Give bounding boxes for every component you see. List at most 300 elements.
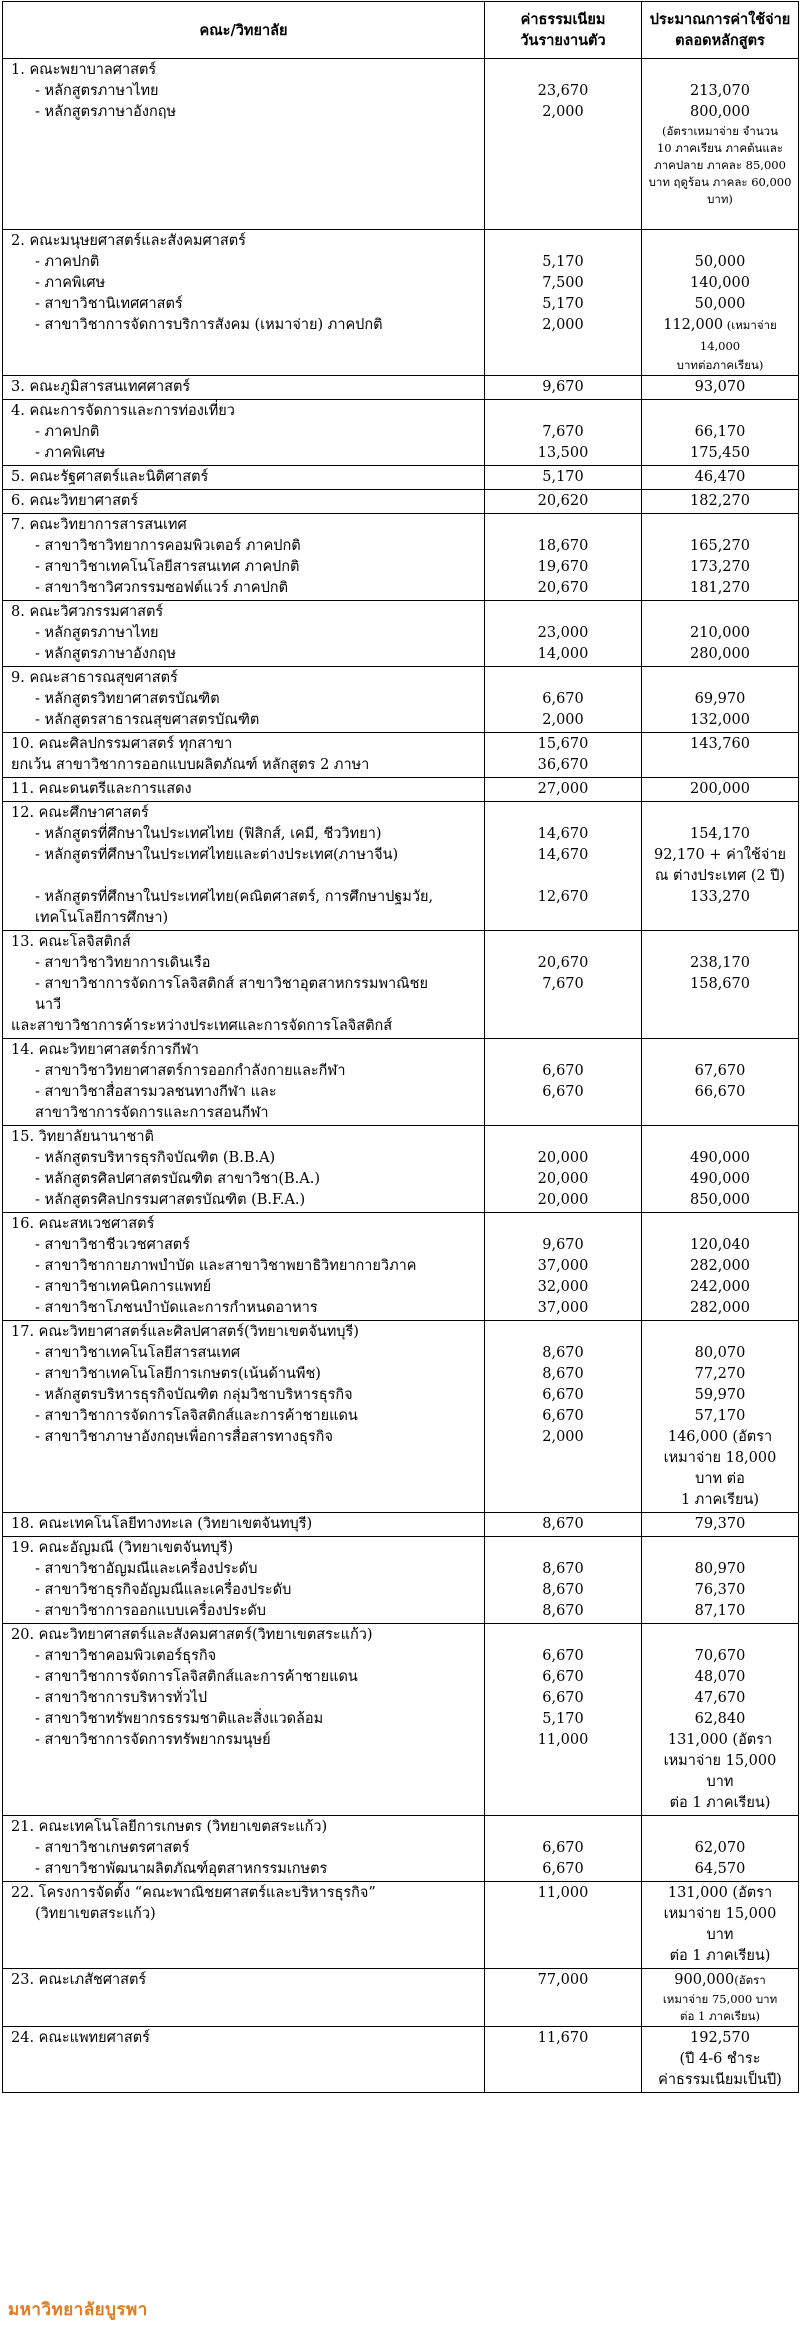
program-fee: 20,670 (537, 955, 589, 971)
faculty-row (3, 1039, 799, 1126)
program-total-amount: 50,000 (694, 296, 746, 312)
fee-value: 11,000 (537, 1885, 589, 1901)
program-label: - หลักสูตรบริหารธุรกิจบัณฑิต กลุ่มวิชาบริหารธุรกิจ (35, 1387, 353, 1403)
program-total-amount: 490,000 (690, 1150, 750, 1166)
program-label: - ภาคปกติ (35, 424, 100, 440)
program-total-amount: 50,000 (694, 254, 746, 270)
program-label: - สาขาวิชาเทคโนโลยีสารสนเทศ (35, 1345, 241, 1361)
program-total-amount: 210,000 (690, 625, 750, 641)
program-fee: 12,670 (537, 889, 589, 905)
program-total (648, 845, 792, 866)
program-total-note: บาทต่อภาคเรียน) (676, 358, 764, 372)
program-fee: 7,670 (542, 976, 584, 992)
program-total (648, 81, 792, 102)
program-total-amount: 62,840 (694, 1711, 746, 1727)
faculty-row (3, 230, 799, 376)
program-total (648, 294, 792, 315)
program-fee: 6,670 (542, 691, 584, 707)
faculty-row (3, 1882, 799, 1969)
program-label: - สาขาวิชาการบริหารทั่วไป (35, 1690, 208, 1706)
faculty-title: 17. คณะวิทยาศาสตร์และศิลปศาสตร์(วิทยาเขตจันทบุรี) (11, 1324, 359, 1340)
total-cell (642, 1213, 799, 1321)
fee-cell (485, 490, 642, 514)
program-total (648, 689, 792, 710)
program-total-note: ต่อ 1 ภาคเรียน) (669, 1795, 771, 1811)
fee-cell (485, 601, 642, 667)
program-total-amount: 80,970 (694, 1561, 746, 1577)
program-fee: 2,000 (542, 1429, 584, 1445)
faculty-title: 2. คณะมนุษยศาสตร์และสังคมศาสตร์ (11, 233, 246, 249)
total-value (648, 377, 792, 398)
faculty-cell (3, 1816, 485, 1882)
program-label: - หลักสูตรภาษาไทย (35, 625, 159, 641)
program-total (648, 1601, 792, 1622)
faculty-row (3, 1624, 799, 1816)
total-amount: 93,070 (694, 379, 746, 395)
total-note-line: ค่าธรรมเนียมเป็นปี) (658, 2072, 782, 2088)
fee-cell (485, 778, 642, 802)
faculty-title: 13. คณะโลจิสติกส์ (11, 934, 131, 950)
total-cell (642, 802, 799, 931)
fee-cell (485, 1213, 642, 1321)
program-total (648, 1406, 792, 1427)
faculty-title: 7. คณะวิทยาการสารสนเทศ (11, 517, 187, 533)
program-label: - สาขาวิชาการจัดการโลจิสติกส์ สาขาวิชาอุตสาหกรรมพาณิชย (35, 976, 428, 992)
faculty-cell (3, 59, 485, 230)
faculty-row (3, 778, 799, 802)
total-cell (642, 1882, 799, 1969)
program-total (648, 1169, 792, 1190)
total-cell (642, 1321, 799, 1513)
program-fee: 14,000 (537, 646, 589, 662)
program-total-note: 10 ภาคเรียน ภาคต้นและ (656, 141, 784, 155)
program-total (648, 443, 792, 464)
faculty-title: 5. คณะรัฐศาสตร์และนิติศาสตร์ (11, 469, 209, 485)
faculty-title: 10. คณะศิลปกรรมศาสตร์ ทุกสาขา (11, 736, 233, 752)
program-total (648, 623, 792, 644)
program-label: - สาขาวิชาวิทยาการคอมพิวเตอร์ ภาคปกติ (35, 538, 301, 554)
program-fee: 6,670 (542, 1690, 584, 1706)
fee-value: 8,670 (542, 1516, 584, 1532)
program-total-amount: 154,170 (690, 826, 750, 842)
program-total (648, 1277, 792, 1298)
program-total (648, 273, 792, 294)
faculty-cell (3, 466, 485, 490)
program-label: - สาขาวิชาการจัดการโลจิสติกส์และการค้าชายแดน (35, 1408, 358, 1424)
program-total (648, 1343, 792, 1364)
faculty-cell (3, 667, 485, 733)
total-note-line: ต่อ 1 ภาคเรียน) (680, 2009, 760, 2023)
fee-value: 15,670 (537, 736, 589, 752)
program-label: - หลักสูตรที่ศึกษาในประเทศไทย (ฟิสิกส์, เคมี, ชีววิทยา) (35, 826, 382, 842)
fee-cell (485, 1882, 642, 1969)
header-total-line1: ประมาณการค่าใช้จ่าย (649, 11, 791, 28)
faculty-title: 23. คณะเภสัชศาสตร์ (11, 1972, 147, 1988)
fee-cell (485, 59, 642, 230)
fee-table-body (3, 59, 799, 2093)
total-cell (642, 230, 799, 376)
fee-cell (485, 514, 642, 601)
total-cell (642, 778, 799, 802)
faculty-title: 19. คณะอัญมณี (วิทยาเขตจันทบุรี) (11, 1540, 234, 1556)
program-label: - หลักสูตรศิลปศาสตรบัณฑิต สาขาวิชา(B.A.) (35, 1171, 321, 1187)
program-fee: 19,670 (537, 559, 589, 575)
program-fee: 7,670 (542, 424, 584, 440)
program-total-line2: ณ ต่างประเทศ (2 ปี) (654, 868, 786, 884)
program-label: - หลักสูตรที่ศึกษาในประเทศไทย(คณิตศาสตร์, การศึกษาปฐมวัย, (35, 889, 434, 905)
program-total-inline-note: (อัตรา (727, 1732, 773, 1748)
faculty-title: 9. คณะสาธารณสุขศาสตร์ (11, 670, 178, 686)
total-cell (642, 1126, 799, 1213)
header-fee (485, 2, 642, 59)
faculty-cell (3, 400, 485, 466)
faculty-cell (3, 1126, 485, 1213)
program-label: - สาขาวิชาเทคนิคการแพทย์ (35, 1279, 212, 1295)
faculty-cell (3, 733, 485, 778)
total-cell (642, 1537, 799, 1624)
program-label: - สาขาวิชาการจัดการโลจิสติกส์และการค้าชายแดน (35, 1669, 358, 1685)
program-fee: 6,670 (542, 1840, 584, 1856)
program-fee: 5,170 (542, 254, 584, 270)
program-total-amount: 282,000 (690, 1258, 750, 1274)
program-fee: 20,670 (537, 580, 589, 596)
fee-cell (485, 230, 642, 376)
program-label: - สาขาวิชาการจัดการทรัพยากรมนุษย์ (35, 1732, 271, 1748)
faculty-cell (3, 1321, 485, 1513)
total-cell (642, 490, 799, 514)
program-total (648, 252, 792, 273)
program-label: - สาขาวิชาทรัพยากรธรรมชาติและสิ่งแวดล้อม (35, 1711, 324, 1727)
faculty-title: 6. คณะวิทยาศาสตร์ (11, 493, 139, 509)
fee-cell (485, 1816, 642, 1882)
total-value (648, 779, 792, 800)
faculty-cell (3, 1882, 485, 1969)
program-label: - หลักสูตรศิลปกรรมศาสตรบัณฑิต (B.F.A.) (35, 1192, 306, 1208)
program-fee: 2,000 (542, 317, 584, 333)
program-label-line2: นาวี (35, 997, 62, 1013)
program-fee: 8,670 (542, 1366, 584, 1382)
header-fee-line1: ค่าธรรมเนียม (520, 11, 606, 28)
total-inline-note: (อัตรา (734, 1973, 766, 1987)
faculty-cell (3, 778, 485, 802)
program-total-amount: 132,000 (690, 712, 750, 728)
program-total-amount: 146,000 (667, 1429, 728, 1445)
program-total-note: บาท ฤดูร้อน ภาคละ 60,000 (648, 175, 792, 189)
fee-value: 27,000 (537, 781, 589, 797)
program-total-note: เหมาจ่าย 15,000 บาท (663, 1753, 777, 1790)
program-fee: 2,000 (542, 712, 584, 728)
program-total-note: 1 ภาคเรียน) (680, 1492, 760, 1508)
program-total-amount: 62,070 (694, 1840, 746, 1856)
faculty-title: 15. วิทยาลัยนานาชาติ (11, 1129, 154, 1145)
fee-cell (485, 376, 642, 400)
program-total (648, 710, 792, 731)
program-label: - หลักสูตรวิทยาศาสตรบัณฑิต (35, 691, 220, 707)
fee-table (2, 1, 799, 2093)
total-cell (642, 1969, 799, 2027)
fee-value: 77,000 (537, 1972, 589, 1988)
fee-value: 9,670 (542, 379, 584, 395)
faculty-title: 4. คณะการจัดการและการท่องเที่ยว (11, 403, 235, 419)
header-fee-line2: วันรายงานตัว (520, 32, 606, 49)
program-fee: 20,000 (537, 1150, 589, 1166)
program-total-amount: 48,070 (694, 1669, 746, 1685)
total-cell (642, 667, 799, 733)
program-fee: 14,670 (537, 847, 589, 863)
program-total (648, 953, 792, 974)
program-label: - สาขาวิชาวิทยาศาสตร์การออกกำลังกายและกีฬา (35, 1063, 346, 1079)
program-total (648, 422, 792, 443)
faculty-cell (3, 490, 485, 514)
program-total-amount: 181,270 (690, 580, 750, 596)
program-total (648, 1190, 792, 1211)
university-logo-text: มหาวิทยาลัยบูรพา (8, 2300, 148, 2320)
total-amount: 46,470 (694, 469, 746, 485)
program-fee: 6,670 (542, 1408, 584, 1424)
faculty-row (3, 490, 799, 514)
program-total (648, 1580, 792, 1601)
program-total (648, 578, 792, 599)
program-fee: 8,670 (542, 1603, 584, 1619)
program-label: - ภาคพิเศษ (35, 445, 106, 461)
program-label: - หลักสูตรภาษาอังกฤษ (35, 104, 177, 120)
program-total-inline-note: (อัตรา (727, 1429, 773, 1445)
total-value (648, 467, 792, 488)
program-label: - สาขาวิชาชีวเวชศาสตร์ (35, 1237, 191, 1253)
program-fee: 37,000 (537, 1258, 589, 1274)
faculty-cell (3, 1039, 485, 1126)
program-fee: 8,670 (542, 1561, 584, 1577)
fee-cell (485, 1126, 642, 1213)
program-label: - สาขาวิชานิเทศศาสตร์ (35, 296, 183, 312)
program-label: - สาขาวิชาการออกแบบเครื่องประดับ (35, 1603, 266, 1619)
faculty-row (3, 1537, 799, 1624)
fee-value: 11,670 (537, 2030, 589, 2046)
program-total-note: (อัตราเหมาจ่าย จำนวน (661, 124, 778, 138)
program-fee: 13,500 (537, 445, 589, 461)
total-amount: 182,270 (690, 493, 750, 509)
total-note-line: เหมาจ่าย 15,000 บาท (663, 1906, 777, 1943)
total-cell (642, 400, 799, 466)
program-total-amount: 140,000 (690, 275, 750, 291)
faculty-title: 12. คณะศึกษาศาสตร์ (11, 805, 149, 821)
program-total (648, 644, 792, 665)
program-total (648, 824, 792, 845)
program-fee: 6,670 (542, 1387, 584, 1403)
program-total (648, 1061, 792, 1082)
program-fee: 23,000 (537, 625, 589, 641)
program-total-note: เหมาจ่าย 18,000 บาท ต่อ (663, 1450, 777, 1487)
program-total-amount: 92,170 + ค่าใช้จ่าย (653, 847, 786, 863)
program-total-amount: 87,170 (694, 1603, 746, 1619)
program-label: - สาขาวิชาภาษาอังกฤษเพื่อการสื่อสารทางธุรกิจ (35, 1429, 333, 1445)
program-total (648, 1688, 792, 1709)
program-total (648, 1082, 792, 1103)
program-fee: 8,670 (542, 1582, 584, 1598)
program-total-amount: 59,970 (694, 1387, 746, 1403)
faculty-title: 8. คณะวิศวกรรมศาสตร์ (11, 604, 164, 620)
program-total-amount: 490,000 (690, 1171, 750, 1187)
faculty-title: 18. คณะเทคโนโลยีทางทะเล (วิทยาเขตจันทบุรี) (11, 1516, 313, 1532)
program-total (648, 1427, 792, 1448)
header-total-line2: ตลอดหลักสูตร (675, 32, 765, 49)
program-total (648, 1385, 792, 1406)
program-total (648, 102, 792, 123)
faculty-cell (3, 2027, 485, 2093)
program-total (648, 1364, 792, 1385)
program-total-amount: 158,670 (690, 976, 750, 992)
total-cell (642, 376, 799, 400)
total-value (648, 734, 792, 755)
faculty-cell (3, 514, 485, 601)
faculty-row (3, 1126, 799, 1213)
program-fee: 8,670 (542, 1345, 584, 1361)
total-amount: 900,000 (674, 1972, 735, 1988)
faculty-row (3, 802, 799, 931)
program-total (648, 1559, 792, 1580)
program-total-amount: 69,970 (694, 691, 746, 707)
total-cell (642, 514, 799, 601)
program-fee: 6,670 (542, 1084, 584, 1100)
program-total (648, 315, 792, 357)
program-total-amount: 77,270 (694, 1366, 746, 1382)
faculty-cell (3, 1213, 485, 1321)
program-total-amount: 173,270 (690, 559, 750, 575)
program-total (648, 1838, 792, 1859)
table-header-row (3, 2, 799, 59)
program-total (648, 1646, 792, 1667)
faculty-cell (3, 1969, 485, 2027)
program-total-amount: 133,270 (690, 889, 750, 905)
fee-value: 20,620 (537, 493, 589, 509)
program-fee: 32,000 (537, 1279, 589, 1295)
faculty-row (3, 59, 799, 230)
faculty-title: 14. คณะวิทยาศาสตร์การกีฬา (11, 1042, 199, 1058)
program-total-note: ภาคปลาย ภาคละ 85,000 (654, 158, 786, 172)
faculty-title: 1. คณะพยาบาลศาสตร์ (11, 62, 157, 78)
faculty-row (3, 400, 799, 466)
program-total-amount: 242,000 (690, 1279, 750, 1295)
program-label: - สาขาวิชาธุรกิจอัญมณีและเครื่องประดับ (35, 1582, 292, 1598)
faculty-row (3, 1321, 799, 1513)
program-total-amount: 76,370 (694, 1582, 746, 1598)
program-fee: 37,000 (537, 1300, 589, 1316)
program-label: - หลักสูตรบริหารธุรกิจบัณฑิต (B.B.A) (35, 1150, 276, 1166)
program-fee: 20,000 (537, 1171, 589, 1187)
program-total-amount: 112,000 (663, 317, 724, 333)
program-total (648, 1667, 792, 1688)
faculty-row (3, 601, 799, 667)
program-label: - ภาคพิเศษ (35, 275, 106, 291)
program-label: - หลักสูตรภาษาอังกฤษ (35, 646, 177, 662)
program-fee: 6,670 (542, 1861, 584, 1877)
total-inline-note: (อัตรา (727, 1885, 773, 1901)
total-cell (642, 466, 799, 490)
program-total (648, 557, 792, 578)
fee-cell (485, 2027, 642, 2093)
program-total-note: บาท) (707, 192, 733, 206)
program-total (648, 1235, 792, 1256)
program-fee: 6,670 (542, 1063, 584, 1079)
program-total-amount: 70,670 (694, 1648, 746, 1664)
faculty-row (3, 1213, 799, 1321)
faculty-title: 20. คณะวิทยาศาสตร์และสังคมศาสตร์(วิทยาเขตสระแก้ว) (11, 1627, 373, 1643)
total-cell (642, 59, 799, 230)
fee-cell (485, 1321, 642, 1513)
program-total-amount: 282,000 (690, 1300, 750, 1316)
faculty-title: 21. คณะเทคโนโลยีการเกษตร (วิทยาเขตสระแก้ว) (11, 1819, 328, 1835)
program-label: - สาขาวิชาวิทยาการเดินเรือ (35, 955, 211, 971)
program-label-line2: เทคโนโลยีการศึกษา) (35, 910, 169, 926)
faculty-row (3, 376, 799, 400)
total-cell (642, 2027, 799, 2093)
faculty-row (3, 1513, 799, 1537)
program-fee: 5,170 (542, 1711, 584, 1727)
program-total-amount: 800,000 (690, 104, 750, 120)
program-fee: 14,670 (537, 826, 589, 842)
faculty-cell (3, 931, 485, 1039)
faculty-row (3, 1816, 799, 1882)
program-fee: 7,500 (542, 275, 584, 291)
program-total (648, 887, 792, 908)
program-total-amount: 165,270 (690, 538, 750, 554)
total-cell (642, 733, 799, 778)
program-label: - สาขาวิชาคอมพิวเตอร์ธุรกิจ (35, 1648, 217, 1664)
program-fee: 18,670 (537, 538, 589, 554)
header-total (642, 2, 799, 59)
total-value (648, 1514, 792, 1535)
program-label: - สาขาวิชาวิศวกรรมซอฟต์แวร์ ภาคปกติ (35, 580, 288, 596)
program-total-amount: 280,000 (690, 646, 750, 662)
program-total-amount: 67,670 (694, 1063, 746, 1079)
program-label: - สาขาวิชาเกษตรศาสตร์ (35, 1840, 190, 1856)
faculty-row (3, 514, 799, 601)
program-total (648, 1859, 792, 1880)
header-faculty (3, 2, 485, 59)
faculty-cell (3, 1513, 485, 1537)
total-value (648, 1883, 792, 1904)
program-label: - หลักสูตรที่ศึกษาในประเทศไทยและต่างประเทศ(ภาษาจีน) (35, 847, 399, 863)
total-amount: 200,000 (690, 781, 750, 797)
program-total-amount: 66,170 (694, 424, 746, 440)
fee-cell (485, 733, 642, 778)
total-amount: 79,370 (694, 1516, 746, 1532)
total-cell (642, 1039, 799, 1126)
program-fee: 5,170 (542, 296, 584, 312)
faculty-cell (3, 1537, 485, 1624)
program-fee: 6,670 (542, 1648, 584, 1664)
fee-cell (485, 1039, 642, 1126)
program-label-line2: สาขาวิชาการจัดการและการสอนกีฬา (35, 1105, 269, 1121)
program-fee: 11,000 (537, 1732, 589, 1748)
program-label: - สาขาวิชาการจัดการบริการสังคม (เหมาจ่าย) ภาคปกติ (35, 317, 383, 333)
fee-value: 5,170 (542, 469, 584, 485)
program-fee: 20,000 (537, 1192, 589, 1208)
fee-cell (485, 1624, 642, 1816)
fee-cell (485, 466, 642, 490)
program-label: - ภาคปกติ (35, 254, 100, 270)
program-total-amount: 80,070 (694, 1345, 746, 1361)
total-cell (642, 601, 799, 667)
total-cell (642, 1513, 799, 1537)
program-label: - สาขาวิชาพัฒนาผลิตภัณฑ์อุตสาหกรรมเกษตร (35, 1861, 328, 1877)
total-cell (642, 1624, 799, 1816)
program-total-amount: 66,670 (694, 1084, 746, 1100)
total-cell (642, 1816, 799, 1882)
program-total (648, 1730, 792, 1751)
total-value (648, 1970, 792, 1991)
program-total-amount: 850,000 (690, 1192, 750, 1208)
